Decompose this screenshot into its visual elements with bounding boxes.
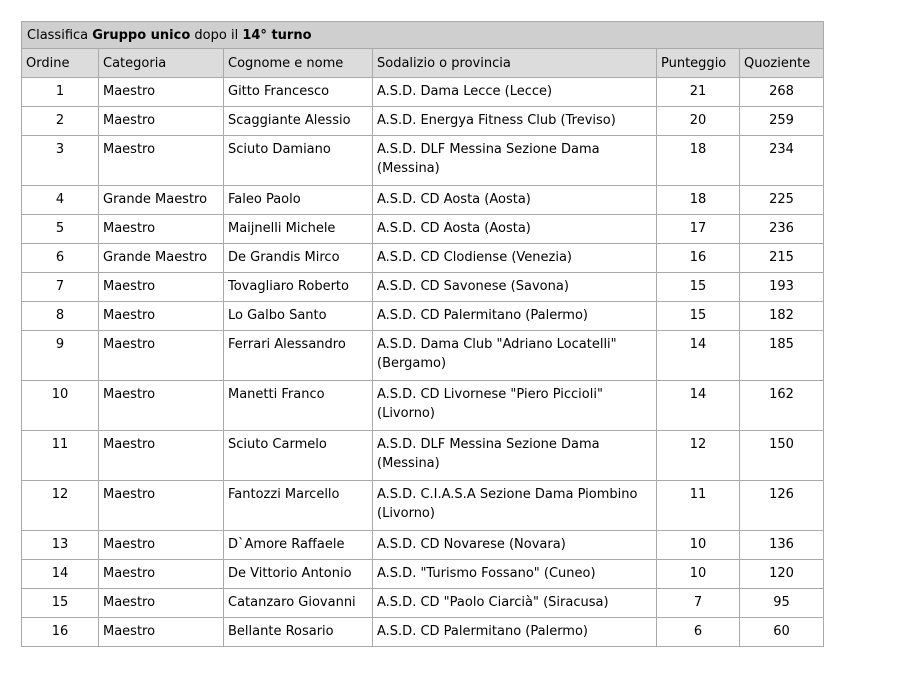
cell-punteggio: 14 [657, 381, 740, 431]
cell-categoria: Maestro [99, 381, 224, 431]
caption-group: Gruppo unico [92, 27, 191, 43]
cell-nome: D`Amore Raffaele [224, 531, 373, 560]
cell-punteggio: 21 [657, 78, 740, 107]
table-row [22, 273, 824, 302]
table-body [22, 78, 824, 647]
standings-table [21, 21, 824, 647]
cell-quoziente: 162 [740, 381, 824, 431]
cell-categoria: Maestro [99, 78, 224, 107]
table-row [22, 136, 824, 186]
table-header-row [22, 49, 824, 78]
cell-punteggio: 10 [657, 531, 740, 560]
cell-ordine: 1 [22, 78, 99, 107]
cell-ordine: 5 [22, 215, 99, 244]
cell-nome: Scaggiante Alessio [224, 107, 373, 136]
table-row [22, 244, 824, 273]
cell-ordine: 10 [22, 381, 99, 431]
cell-categoria: Maestro [99, 531, 224, 560]
cell-sodalizio: A.S.D. Dama Club "Adriano Locatelli" (Bergamo) [373, 331, 657, 381]
cell-sodalizio: A.S.D. CD Novarese (Novara) [373, 531, 657, 560]
table-row [22, 618, 824, 647]
cell-punteggio: 10 [657, 560, 740, 589]
cell-ordine: 7 [22, 273, 99, 302]
cell-sodalizio: A.S.D. CD Palermitano (Palermo) [373, 302, 657, 331]
cell-categoria: Maestro [99, 302, 224, 331]
cell-ordine: 12 [22, 481, 99, 531]
cell-punteggio: 18 [657, 136, 740, 186]
cell-nome: Lo Galbo Santo [224, 302, 373, 331]
table-row [22, 78, 824, 107]
cell-nome: Faleo Paolo [224, 186, 373, 215]
cell-ordine: 16 [22, 618, 99, 647]
table-row [22, 560, 824, 589]
column-header-quoziente: Quoziente [740, 49, 824, 78]
cell-quoziente: 225 [740, 186, 824, 215]
column-header-ordine: Ordine [22, 49, 99, 78]
cell-nome: Ferrari Alessandro [224, 331, 373, 381]
cell-punteggio: 6 [657, 618, 740, 647]
cell-quoziente: 126 [740, 481, 824, 531]
cell-punteggio: 20 [657, 107, 740, 136]
cell-punteggio: 16 [657, 244, 740, 273]
cell-punteggio: 7 [657, 589, 740, 618]
cell-ordine: 3 [22, 136, 99, 186]
cell-sodalizio: A.S.D. CD "Paolo Ciarcià" (Siracusa) [373, 589, 657, 618]
cell-quoziente: 150 [740, 431, 824, 481]
cell-categoria: Maestro [99, 107, 224, 136]
table-row [22, 107, 824, 136]
cell-quoziente: 120 [740, 560, 824, 589]
column-header-sodalizio: Sodalizio o provincia [373, 49, 657, 78]
cell-punteggio: 15 [657, 273, 740, 302]
column-header-nome: Cognome e nome [224, 49, 373, 78]
cell-ordine: 14 [22, 560, 99, 589]
cell-sodalizio: A.S.D. CD Aosta (Aosta) [373, 215, 657, 244]
table-row [22, 331, 824, 381]
cell-sodalizio: A.S.D. CD Palermitano (Palermo) [373, 618, 657, 647]
cell-nome: De Vittorio Antonio [224, 560, 373, 589]
cell-quoziente: 185 [740, 331, 824, 381]
cell-quoziente: 182 [740, 302, 824, 331]
cell-sodalizio: A.S.D. DLF Messina Sezione Dama (Messina) [373, 136, 657, 186]
cell-nome: Fantozzi Marcello [224, 481, 373, 531]
column-header-categoria: Categoria [99, 49, 224, 78]
cell-nome: Sciuto Carmelo [224, 431, 373, 481]
cell-categoria: Grande Maestro [99, 186, 224, 215]
table-caption-row [22, 22, 824, 49]
cell-ordine: 15 [22, 589, 99, 618]
caption-round: 14° turno [242, 27, 312, 43]
cell-nome: Sciuto Damiano [224, 136, 373, 186]
cell-sodalizio: A.S.D. CD Clodiense (Venezia) [373, 244, 657, 273]
cell-ordine: 4 [22, 186, 99, 215]
cell-nome: Bellante Rosario [224, 618, 373, 647]
cell-categoria: Grande Maestro [99, 244, 224, 273]
cell-ordine: 11 [22, 431, 99, 481]
cell-categoria: Maestro [99, 560, 224, 589]
cell-sodalizio: A.S.D. Dama Lecce (Lecce) [373, 78, 657, 107]
table-row [22, 186, 824, 215]
cell-nome: Manetti Franco [224, 381, 373, 431]
cell-punteggio: 11 [657, 481, 740, 531]
cell-categoria: Maestro [99, 215, 224, 244]
cell-sodalizio: A.S.D. CD Aosta (Aosta) [373, 186, 657, 215]
cell-quoziente: 215 [740, 244, 824, 273]
cell-ordine: 6 [22, 244, 99, 273]
table-row [22, 481, 824, 531]
cell-categoria: Maestro [99, 273, 224, 302]
cell-quoziente: 95 [740, 589, 824, 618]
cell-ordine: 8 [22, 302, 99, 331]
table-row [22, 302, 824, 331]
table-row [22, 215, 824, 244]
cell-punteggio: 12 [657, 431, 740, 481]
cell-nome: De Grandis Mirco [224, 244, 373, 273]
column-header-punteggio: Punteggio [657, 49, 740, 78]
cell-quoziente: 136 [740, 531, 824, 560]
cell-sodalizio: A.S.D. Energya Fitness Club (Treviso) [373, 107, 657, 136]
caption-middle: dopo il [194, 27, 239, 43]
cell-quoziente: 236 [740, 215, 824, 244]
cell-quoziente: 268 [740, 78, 824, 107]
cell-quoziente: 60 [740, 618, 824, 647]
cell-punteggio: 18 [657, 186, 740, 215]
cell-quoziente: 234 [740, 136, 824, 186]
cell-sodalizio: A.S.D. "Turismo Fossano" (Cuneo) [373, 560, 657, 589]
cell-punteggio: 14 [657, 331, 740, 381]
table-row [22, 589, 824, 618]
cell-categoria: Maestro [99, 431, 224, 481]
cell-quoziente: 193 [740, 273, 824, 302]
cell-nome: Tovagliaro Roberto [224, 273, 373, 302]
cell-quoziente: 259 [740, 107, 824, 136]
caption-prefix: Classifica [27, 27, 89, 43]
cell-punteggio: 15 [657, 302, 740, 331]
table-row [22, 431, 824, 481]
cell-sodalizio: A.S.D. DLF Messina Sezione Dama (Messina) [373, 431, 657, 481]
cell-sodalizio: A.S.D. CD Livornese "Piero Piccioli" (Livorno) [373, 381, 657, 431]
cell-sodalizio: A.S.D. C.I.A.S.A Sezione Dama Piombino (Livorno) [373, 481, 657, 531]
cell-categoria: Maestro [99, 136, 224, 186]
cell-ordine: 2 [22, 107, 99, 136]
table-row [22, 531, 824, 560]
cell-nome: Gitto Francesco [224, 78, 373, 107]
cell-nome: Maijnelli Michele [224, 215, 373, 244]
cell-ordine: 9 [22, 331, 99, 381]
cell-categoria: Maestro [99, 618, 224, 647]
cell-nome: Catanzaro Giovanni [224, 589, 373, 618]
cell-categoria: Maestro [99, 481, 224, 531]
cell-categoria: Maestro [99, 589, 224, 618]
table-row [22, 381, 824, 431]
cell-ordine: 13 [22, 531, 99, 560]
cell-sodalizio: A.S.D. CD Savonese (Savona) [373, 273, 657, 302]
table-caption [22, 22, 824, 49]
cell-punteggio: 17 [657, 215, 740, 244]
cell-categoria: Maestro [99, 331, 224, 381]
